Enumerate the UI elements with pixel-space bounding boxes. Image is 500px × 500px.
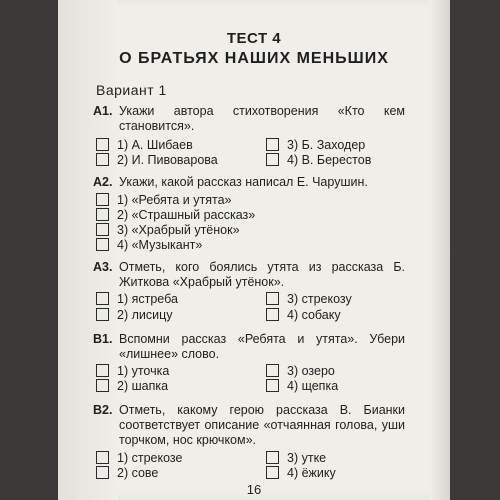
option-b2-1[interactable]: 1) стрекозе (96, 451, 182, 465)
checkbox[interactable] (96, 238, 109, 251)
variant-label: Вариант 1 (96, 82, 167, 98)
question-label: В1. (93, 332, 113, 346)
option-a3-3[interactable]: 3) стрекозу (266, 292, 352, 306)
question-a3 (93, 260, 405, 290)
checkbox[interactable] (96, 153, 109, 166)
option-a3-2[interactable]: 2) лисицу (96, 308, 173, 322)
question-text: Укажи автора стихотворения «Кто кем становится». (119, 104, 405, 133)
option-b2-4[interactable]: 4) ёжику (266, 466, 336, 480)
question-b1 (93, 332, 405, 362)
option-a2-3[interactable]: 3) «Храбрый утёнок» (96, 223, 240, 237)
test-title: О БРАТЬЯХ НАШИХ МЕНЬШИХ (119, 50, 389, 67)
checkbox[interactable] (96, 223, 109, 236)
option-a1-4[interactable]: 4) В. Берестов (266, 153, 371, 167)
option-a2-4[interactable]: 4) «Музыкант» (96, 238, 202, 252)
option-a2-1[interactable]: 1) «Ребята и утята» (96, 193, 232, 207)
checkbox[interactable] (266, 379, 279, 392)
checkbox[interactable] (266, 364, 279, 377)
checkbox[interactable] (266, 138, 279, 151)
page-edge-shadow (430, 0, 450, 500)
checkbox[interactable] (96, 308, 109, 321)
question-text: Вспомни рассказ «Ребята и утята». Убери «лишнее» слово. (119, 332, 405, 361)
option-b1-4[interactable]: 4) щепка (266, 379, 338, 393)
checkbox[interactable] (96, 208, 109, 221)
checkbox[interactable] (96, 379, 109, 392)
option-a2-2[interactable]: 2) «Страшный рассказ» (96, 208, 255, 222)
question-text: Отметь, кого боялись утята из рассказа Б. Житкова «Храбрый утёнок». (119, 260, 405, 289)
book-page (58, 0, 450, 500)
question-a1 (93, 104, 405, 134)
checkbox[interactable] (96, 364, 109, 377)
question-a2 (93, 175, 405, 190)
option-a1-1[interactable]: 1) А. Шибаев (96, 138, 193, 152)
question-label: А2. (93, 175, 113, 189)
question-text: Укажи, какой рассказ написал Е. Чарушин. (119, 175, 368, 189)
checkbox[interactable] (266, 292, 279, 305)
question-label: А1. (93, 104, 113, 118)
option-a1-2[interactable]: 2) И. Пивоварова (96, 153, 218, 167)
question-label: А3. (93, 260, 113, 274)
checkbox[interactable] (266, 153, 279, 166)
option-b1-1[interactable]: 1) уточка (96, 364, 169, 378)
option-b2-2[interactable]: 2) сове (96, 466, 158, 480)
test-number: ТЕСТ 4 (226, 30, 282, 47)
question-text: Отметь, какому герою рассказа В. Бианки соответствует описание «отчаянная голова, уши торчком, нос крючком». (119, 403, 405, 447)
page-number: 16 (246, 482, 262, 497)
option-a3-1[interactable]: 1) ястреба (96, 292, 178, 306)
checkbox[interactable] (266, 451, 279, 464)
checkbox[interactable] (96, 138, 109, 151)
option-a1-3[interactable]: 3) Б. Заходер (266, 138, 365, 152)
checkbox[interactable] (266, 466, 279, 479)
option-a3-4[interactable]: 4) собаку (266, 308, 341, 322)
option-b2-3[interactable]: 3) утке (266, 451, 326, 465)
checkbox[interactable] (96, 193, 109, 206)
checkbox[interactable] (96, 292, 109, 305)
checkbox[interactable] (96, 466, 109, 479)
question-label: В2. (93, 403, 113, 417)
option-b1-3[interactable]: 3) озеро (266, 364, 335, 378)
option-b1-2[interactable]: 2) шапка (96, 379, 168, 393)
checkbox[interactable] (96, 451, 109, 464)
checkbox[interactable] (266, 308, 279, 321)
question-b2 (93, 403, 405, 448)
